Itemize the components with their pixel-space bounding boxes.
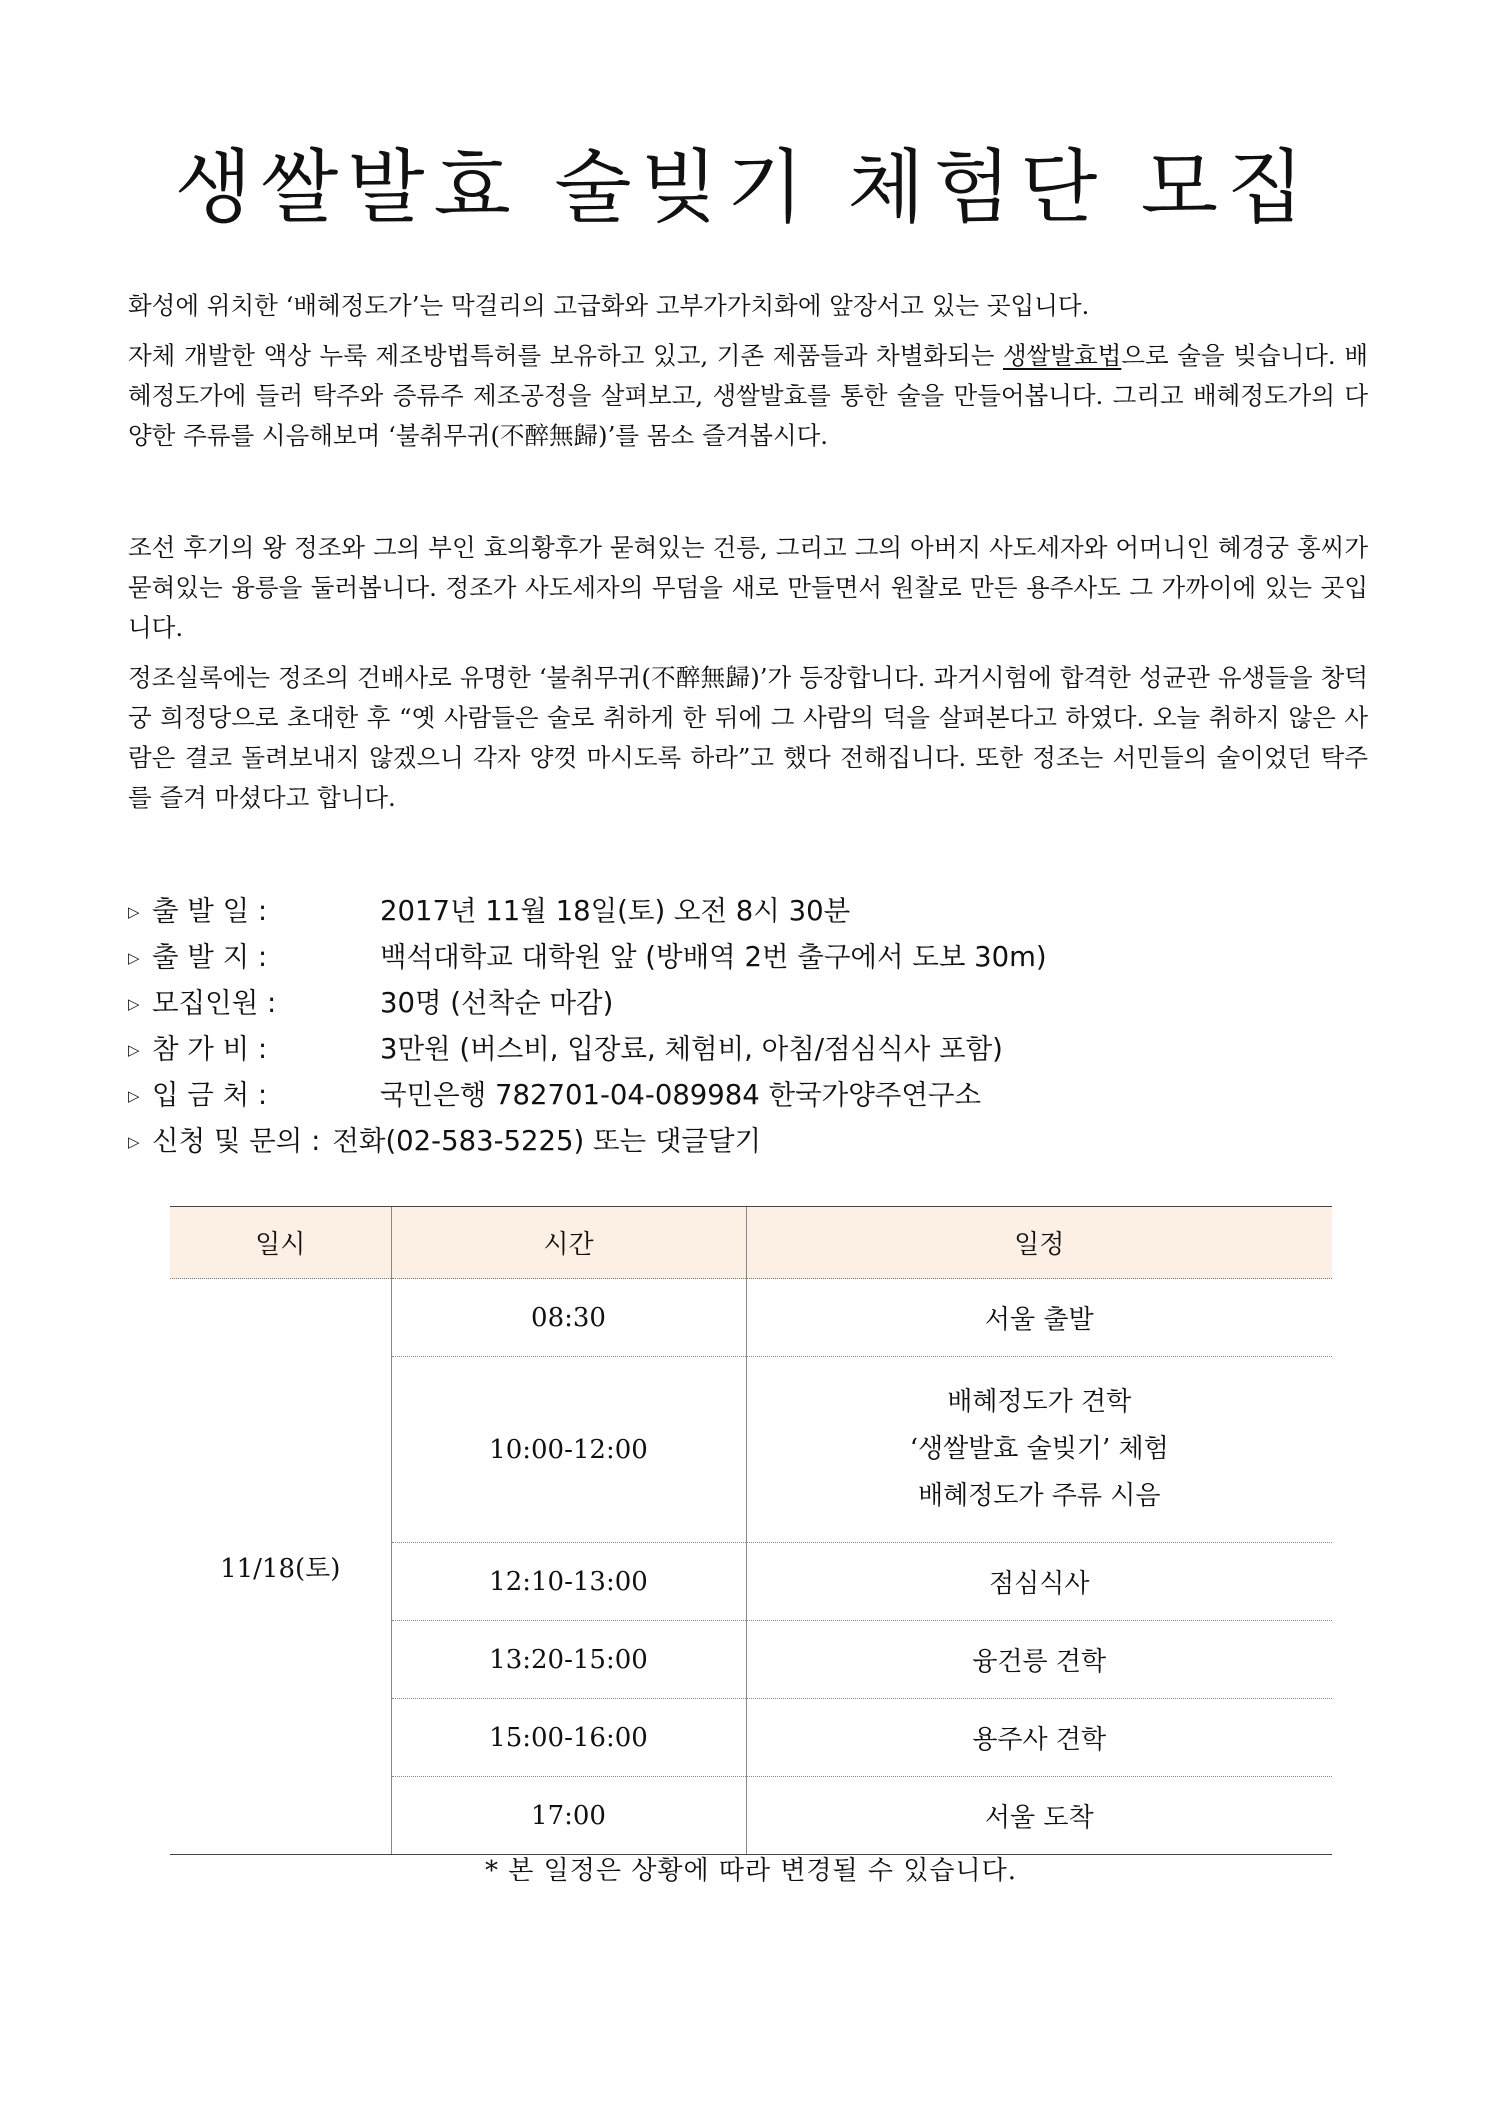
info-row-capacity (128, 980, 1368, 1026)
history-paragraph-1: 조선 후기의 왕 정조와 그의 부인 효의황후가 묻혀있는 건릉, 그리고 그의 아버지 사도세자와 어머니인 혜경궁 홍씨가 묻혀있는 융릉을 둘러봅니다. 정조가 사도세자의 무덤을 새로 만들면서 원찰로 만든 용주사도 그 가까이에 있는 곳입니다. (128, 533, 1368, 642)
intro-text-before: 자체 개발한 액상 누룩 제조방법특허를 보유하고 있고, 기존 제품들과 차별화되는 (128, 341, 1003, 370)
table-row (170, 1279, 1332, 1357)
info-value: 국민은행 782701-04-089984 한국가양주연구소 (380, 1079, 982, 1111)
underlined-term: 생쌀발효법 (1003, 341, 1122, 370)
time-cell: 08:30 (391, 1279, 746, 1357)
info-label: 신청 및 문의 : (152, 1125, 321, 1157)
history-paragraph-2: 정조실록에는 정조의 건배사로 유명한 ‘불취무귀(不醉無歸)’가 등장합니다. 과거시험에 합격한 성균관 유생들을 창덕궁 희정당으로 초대한 후 “옛 사람들은 술로 취하게 한 뒤에 그 사람의 덕을 살펴본다고 하였다. 오늘 취하지 않은 사람은 결코 돌려보내지 않겠으니 각자 양껏 마시도록 하라”고 했다 전해집니다. 또한 정조는 서민들의 술이었던 탁주를 즐겨 마셨다고 합니다. (128, 663, 1368, 812)
schedule-date-cell: 11/18(토) (170, 1279, 391, 1855)
schedule-header-row (170, 1207, 1332, 1279)
time-cell: 17:00 (391, 1777, 746, 1855)
intro-section (128, 286, 1368, 818)
time-cell: 12:10-13:00 (391, 1543, 746, 1621)
document-title: 생쌀발효 술빚기 체험단 모집 (174, 141, 1314, 234)
header-time: 시간 (391, 1207, 746, 1279)
event-line: 배혜정도가 주류 시음 (917, 1481, 1161, 1511)
info-row-departure-place (128, 934, 1368, 980)
info-label: 출 발 지 : (152, 941, 268, 973)
triangle-bullet-icon: ▷ (128, 949, 140, 967)
info-value: 3만원 (버스비, 입장료, 체험비, 아침/점심식사 포함) (380, 1033, 1003, 1065)
intro-paragraph-2 (128, 336, 1368, 456)
intro-paragraph-1: 화성에 위치한 ‘배혜정도가’는 막걸리의 고급화와 고부가가치화에 앞장서고 있는 곳입니다. (128, 291, 1090, 320)
event-line: 배혜정도가 견학 (947, 1387, 1132, 1417)
info-row-departure-date (128, 888, 1368, 934)
event-cell: 서울 도착 (746, 1777, 1332, 1855)
info-value: 2017년 11월 18일(토) 오전 8시 30분 (380, 895, 851, 927)
info-label: 입 금 처 : (152, 1079, 268, 1111)
event-cell (746, 1357, 1332, 1543)
triangle-bullet-icon: ▷ (128, 995, 140, 1013)
event-cell: 서울 출발 (746, 1279, 1332, 1357)
time-cell: 10:00-12:00 (391, 1357, 746, 1543)
triangle-bullet-icon: ▷ (128, 1087, 140, 1105)
info-value: 전화(02-583-5225) 또는 댓글달기 (332, 1125, 762, 1157)
triangle-bullet-icon: ▷ (128, 1133, 140, 1151)
time-cell: 15:00-16:00 (391, 1699, 746, 1777)
event-line: ‘생쌀발효 술빚기’ 체험 (909, 1434, 1169, 1464)
info-row-fee (128, 1026, 1368, 1072)
info-value: 백석대학교 대학원 앞 (방배역 2번 출구에서 도보 30m) (380, 941, 1047, 973)
time-cell: 13:20-15:00 (391, 1621, 746, 1699)
triangle-bullet-icon: ▷ (128, 903, 140, 921)
header-event: 일정 (746, 1207, 1332, 1279)
info-label: 출 발 일 : (152, 895, 268, 927)
info-label: 모집인원 : (152, 987, 277, 1019)
schedule-table (170, 1206, 1332, 1855)
triangle-bullet-icon: ▷ (128, 1041, 140, 1059)
event-cell: 융건릉 견학 (746, 1621, 1332, 1699)
info-value: 30명 (선착순 마감) (380, 987, 614, 1019)
event-info-list (128, 888, 1368, 1164)
event-cell: 점심식사 (746, 1543, 1332, 1621)
event-cell: 용주사 견학 (746, 1699, 1332, 1777)
header-date: 일시 (170, 1207, 391, 1279)
info-label: 참 가 비 : (152, 1033, 268, 1065)
info-row-contact (128, 1118, 1368, 1164)
schedule-note: * 본 일정은 상황에 따라 변경될 수 있습니다. (484, 1856, 1018, 1886)
intro-text-after: 으로 술을 빚습니다. 배혜정도가에 들러 탁주와 증류주 제조공정을 살펴보고, 생쌀발효를 통한 술을 만들어봅니다. 그리고 배혜정도가의 다양한 주류를 시음해보며 ‘불취무귀(不醉無歸)’를 몸소 즐겨봅시다. (128, 341, 1368, 450)
info-row-account (128, 1072, 1368, 1118)
